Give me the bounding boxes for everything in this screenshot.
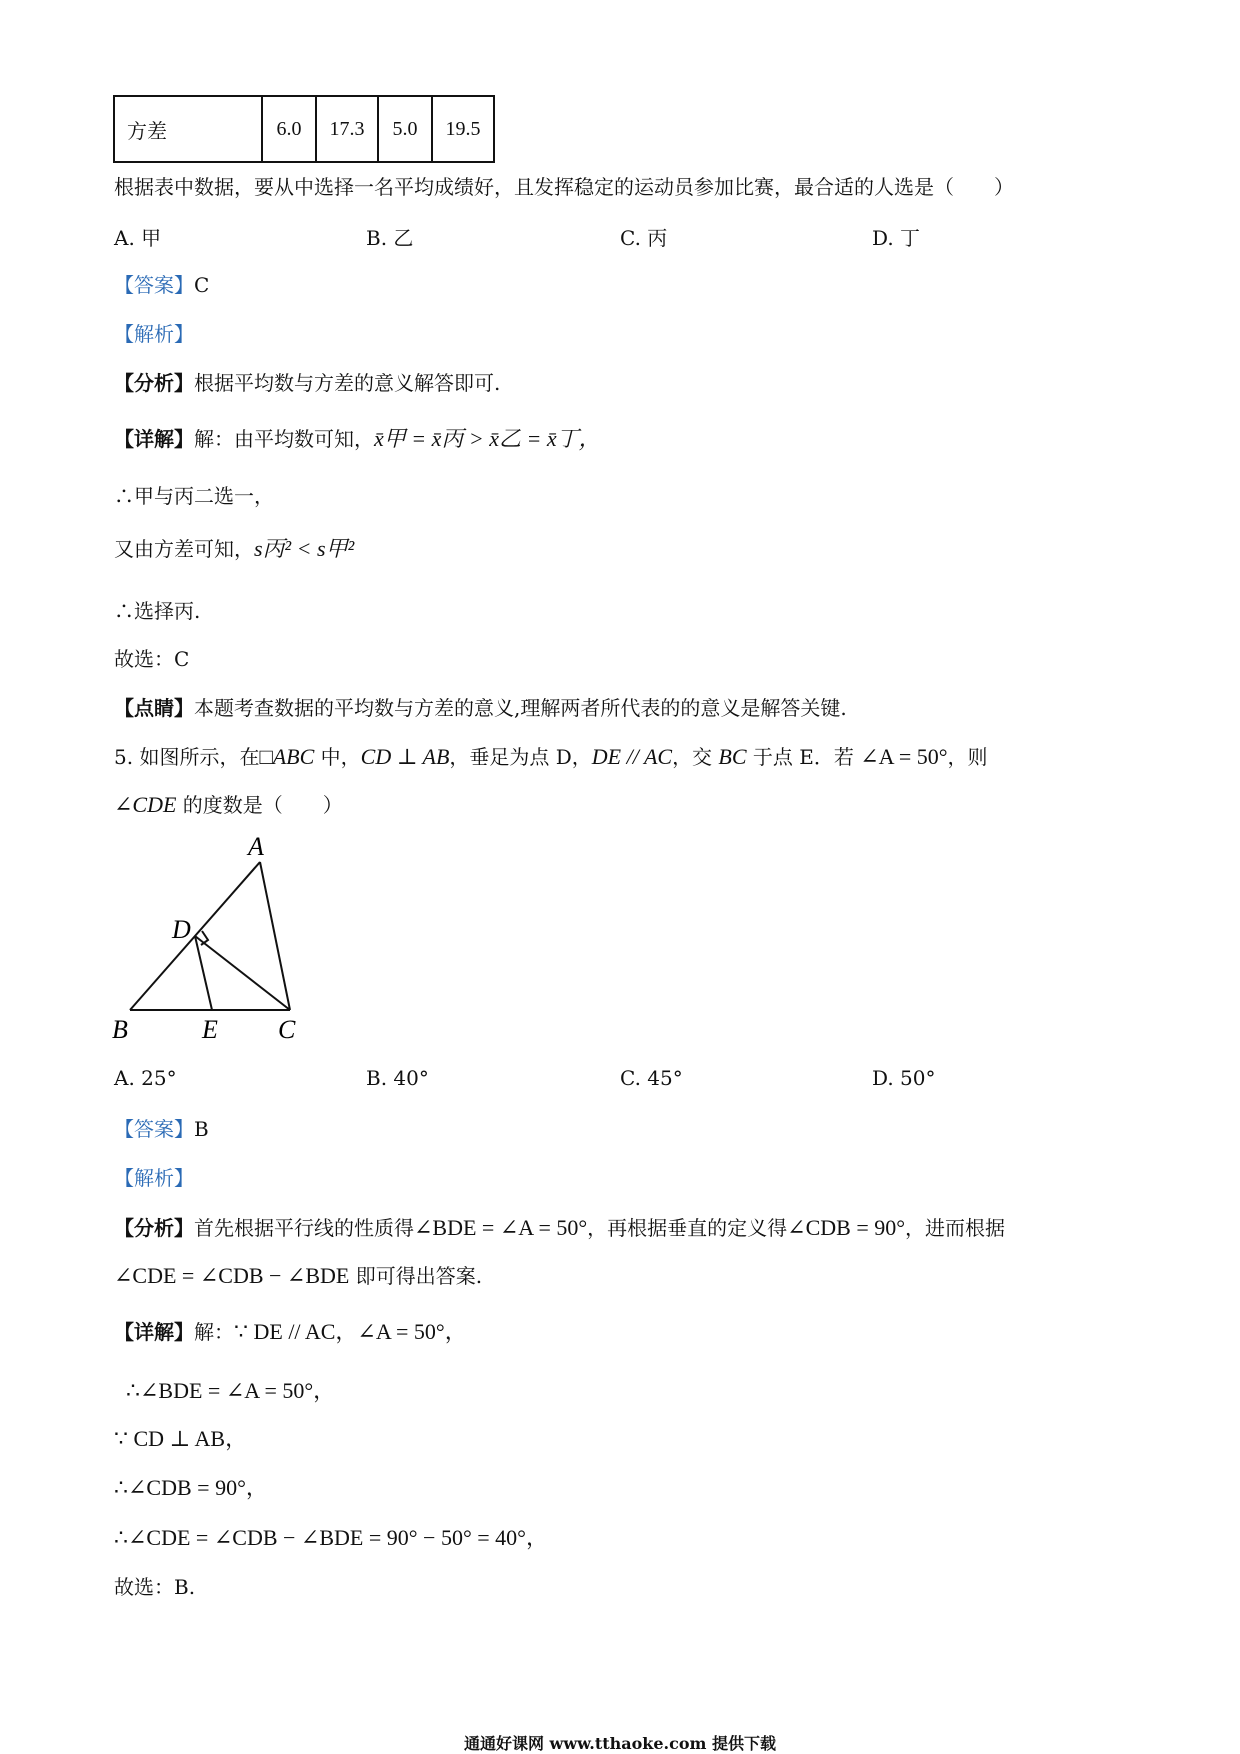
q5-stem-line1 [114, 743, 988, 771]
table-cell: 17.3 [316, 96, 378, 162]
q5-analysis-tag: 【解析】 [114, 1166, 194, 1190]
stem-text: 的度数是（ ） [176, 793, 343, 817]
q5-stem-line2 [114, 791, 343, 819]
stem-text: 5. 如图所示，在 [114, 745, 260, 769]
q5-step3: ∴∠CDB = 90°， [114, 1475, 268, 1500]
table-cell: 5.0 [378, 96, 432, 162]
table-row-label: 方差 [114, 96, 262, 162]
right-angle-mark [201, 931, 208, 945]
q4-xiangjie [114, 425, 601, 453]
q4-choose: 故选：C [114, 647, 190, 671]
fenxi-tag: 【分析】 [114, 1216, 194, 1240]
stem-text: ，垂足为点 D， [449, 745, 592, 769]
de-parallel-ac: DE // AC [591, 744, 673, 769]
q4-options [114, 222, 1014, 252]
stem-text: 于点 E．若 [746, 745, 861, 769]
table-cell: 6.0 [262, 96, 316, 162]
q5-step4: ∴∠CDE = ∠CDB − ∠BDE = 90° − 50° = 40°， [114, 1525, 548, 1550]
q4-option-d: D. 丁 [872, 226, 921, 250]
page-footer: 通通好课网 www.tthaoke.com 提供下载 [463, 1734, 777, 1753]
stem-text: ，则 [947, 745, 988, 769]
fenxi-text: ，进而根据 [905, 1216, 1006, 1240]
q4-step1: ∴甲与丙二选一， [114, 484, 274, 508]
variance-comparison: s丙² < s甲² [254, 536, 355, 561]
segment-ac-line [260, 862, 290, 1010]
xiangjie-tag: 【详解】 [114, 427, 194, 451]
q5-answer [114, 1115, 209, 1143]
stem-text: ，交 [672, 745, 719, 769]
given-statement: ∵ DE // AC，∠A = 50°， [234, 1319, 467, 1344]
answer-value: B [194, 1117, 209, 1141]
q4-step2 [114, 535, 354, 563]
q4-answer [114, 271, 209, 299]
answer-tag: 【答案】 [114, 1117, 194, 1141]
variance-table [113, 95, 495, 163]
q5-option-a: A. 25° [114, 1066, 177, 1090]
xiangjie-text: 解：由平均数可知， [194, 427, 374, 451]
q5-option-c: C. 45° [620, 1066, 683, 1090]
dianjing-tag: 【点睛】 [114, 696, 194, 720]
q4-dianjing [114, 694, 847, 722]
q5-options [114, 1066, 1014, 1096]
angle-bde-eq: ∠BDE = ∠A = 50° [414, 1215, 588, 1240]
segment-bc: BC [718, 744, 747, 769]
q4-option-c: C. 丙 [620, 226, 668, 250]
dianjing-text: 本题考查数据的平均数与方差的意义,理解两者所代表的的意义是解答关键. [194, 696, 847, 720]
label-c: C [278, 1015, 296, 1044]
fenxi-text: 即可得出答案. [349, 1264, 483, 1288]
table-row [114, 96, 494, 162]
q5-option-b: B. 40° [366, 1066, 429, 1090]
xiangjie-tag: 【详解】 [114, 1320, 194, 1344]
fenxi-tag: 【分析】 [114, 371, 194, 395]
q5-step1: ∴∠BDE = ∠A = 50°， [126, 1378, 336, 1403]
q5-fenxi-line1 [114, 1214, 1005, 1242]
angle-cdb-eq: ∠CDB = 90° [787, 1215, 906, 1240]
angle-cde-eq: ∠CDE = ∠CDB − ∠BDE [114, 1263, 350, 1288]
label-d: D [172, 915, 191, 944]
angle-cde: ∠CDE [114, 792, 177, 817]
fenxi-text: ，再根据垂直的定义得 [587, 1216, 788, 1240]
fenxi-text: 根据平均数与方差的意义解答即可. [194, 371, 501, 395]
table-cell: 19.5 [432, 96, 494, 162]
q4-analysis-tag: 【解析】 [114, 322, 194, 346]
q4-fenxi [114, 369, 500, 397]
fenxi-text: 首先根据平行线的性质得 [194, 1216, 414, 1240]
q5-option-d: D. 50° [872, 1066, 936, 1090]
answer-tag: 【答案】 [114, 273, 194, 297]
label-b: B [112, 1015, 128, 1044]
angle-a-50: ∠A = 50° [860, 744, 948, 769]
q5-fenxi-line2 [114, 1262, 482, 1290]
q5-xiangjie [114, 1318, 467, 1346]
step2-text: 又由方差可知， [114, 537, 254, 561]
stem-text: 中， [314, 745, 361, 769]
label-e: E [202, 1015, 218, 1044]
q4-step3: ∴选择丙. [114, 599, 201, 623]
answer-value: C [194, 273, 210, 297]
triangle-abc: □ABC [259, 744, 315, 769]
cd-perp-ab: CD ⊥ AB [360, 744, 450, 769]
mean-comparison: x̄甲 = x̄丙 > x̄乙 = x̄丁， [374, 426, 601, 451]
label-a: A [248, 835, 264, 861]
triangle-figure [100, 835, 330, 1045]
q5-step2: ∵ CD ⊥ AB， [114, 1426, 248, 1451]
xiangjie-text: 解： [194, 1320, 234, 1344]
q4-option-b: B. 乙 [366, 226, 414, 250]
q4-stem: 根据表中数据，要从中选择一名平均成绩好，且发挥稳定的运动员参加比赛，最合适的人选是（ ） [114, 175, 1014, 199]
q5-choose: 故选：B. [114, 1575, 196, 1599]
q4-option-a: A. 甲 [114, 226, 162, 250]
